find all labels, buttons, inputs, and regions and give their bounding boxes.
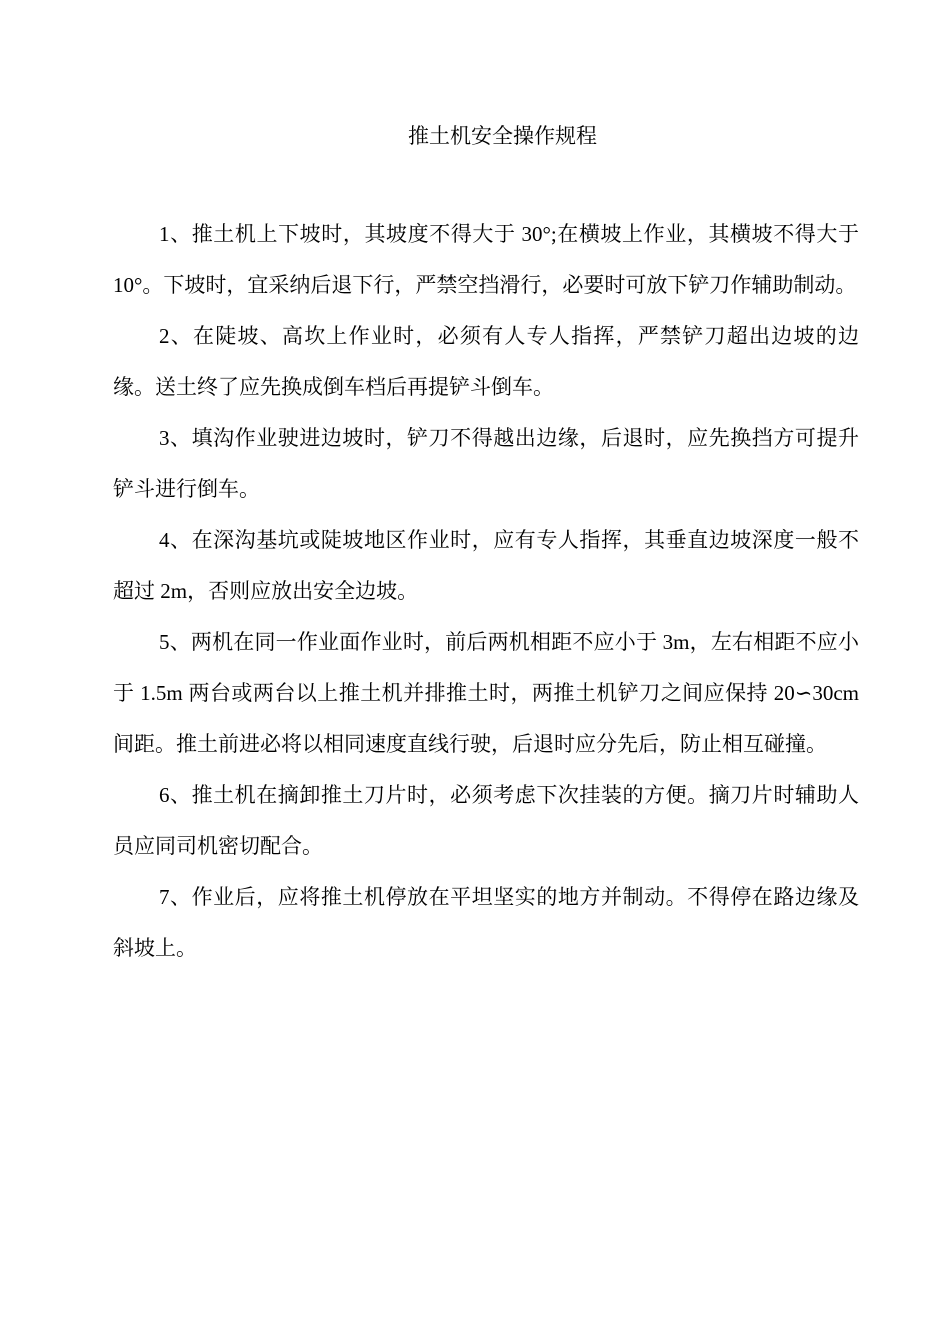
rule-paragraph-2: 2、在陡坡、高坎上作业时，必须有人专人指挥，严禁铲刀超出边坡的边缘。送土终了应先换成倒车档后再提铲斗倒车。	[113, 324, 859, 399]
document-body	[113, 209, 859, 974]
rule-paragraph-7: 7、作业后，应将推土机停放在平坦坚实的地方并制动。不得停在路边缘及斜坡上。	[113, 885, 859, 960]
rule-paragraph-6: 6、推土机在摘卸推土刀片时，必须考虑下次挂装的方便。摘刀片时辅助人员应同司机密切配合。	[113, 783, 859, 858]
document-title: 推土机安全操作规程	[408, 124, 597, 148]
rule-paragraph-1: 1、推土机上下坡时，其坡度不得大于 30°;在横坡上作业，其横坡不得大于 10°。下坡时，宜采纳后退下行，严禁空挡滑行，必要时可放下铲刀作辅助制动。	[113, 222, 859, 297]
rule-paragraph-3: 3、填沟作业驶进边坡时，铲刀不得越出边缘，后退时，应先换挡方可提升铲斗进行倒车。	[113, 426, 859, 501]
rule-paragraph-4: 4、在深沟基坑或陡坡地区作业时，应有专人指挥，其垂直边坡深度一般不超过 2m，否则应放出安全边坡。	[113, 528, 859, 603]
rule-paragraph-5: 5、两机在同一作业面作业时，前后两机相距不应小于 3m，左右相距不应小于 1.5m 两台或两台以上推土机并排推土时，两推土机铲刀之间应保持 20∽30cm 间距。推土前进必将以相同速度直线行驶，后退时应分先后，防止相互碰撞。	[113, 630, 859, 756]
